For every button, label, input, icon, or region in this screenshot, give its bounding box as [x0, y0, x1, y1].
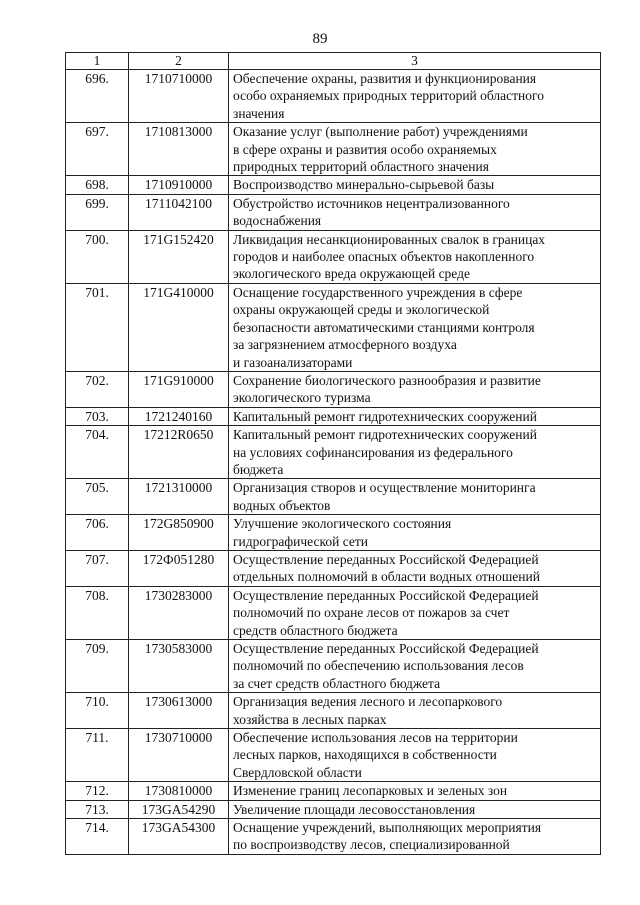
row-name-cell: Увеличение площади лесовосстановления: [229, 800, 601, 818]
row-number-cell: 699.: [66, 194, 129, 230]
row-code-cell: 173GA54300: [129, 819, 229, 855]
row-code-cell: 1721310000: [129, 479, 229, 515]
row-name-cell: Обеспечение использования лесов на территории лесных парков, находящихся в собственности Свердловской области: [229, 729, 601, 782]
row-number-cell: 710.: [66, 693, 129, 729]
table-row: [66, 426, 601, 479]
table-row: [66, 123, 601, 176]
row-code-cell: 172Ф051280: [129, 550, 229, 586]
row-code-cell: 1730710000: [129, 729, 229, 782]
table-row: [66, 70, 601, 123]
table-row: [66, 515, 601, 551]
table-row: [66, 230, 601, 283]
row-code-cell: 171G910000: [129, 371, 229, 407]
row-number-cell: 704.: [66, 426, 129, 479]
row-code-cell: 1710813000: [129, 123, 229, 176]
row-name-cell: Оснащение государственного учреждения в сфере охраны окружающей среды и экологической безопасности автоматическими станциями контроля за загрязнением атмосферного воздуха и газоанализаторами: [229, 283, 601, 371]
row-number-cell: 706.: [66, 515, 129, 551]
table-row: [66, 693, 601, 729]
table-row: [66, 819, 601, 855]
row-code-cell: 1721240160: [129, 407, 229, 425]
column-header-name: 3: [229, 53, 601, 70]
table-row: [66, 479, 601, 515]
row-code-cell: 173GA54290: [129, 800, 229, 818]
row-number-cell: 703.: [66, 407, 129, 425]
row-name-cell: Обустройство источников нецентрализованного водоснабжения: [229, 194, 601, 230]
table-row: [66, 550, 601, 586]
table-row: [66, 371, 601, 407]
row-number-cell: 701.: [66, 283, 129, 371]
row-name-cell: Осуществление переданных Российской Федерацией полномочий по охране лесов от пожаров за счет средств областного бюджета: [229, 586, 601, 639]
row-name-cell: Оказание услуг (выполнение работ) учреждениями в сфере охраны и развития особо охраняемых природных территорий областного значения: [229, 123, 601, 176]
row-number-cell: 705.: [66, 479, 129, 515]
row-code-cell: 171G410000: [129, 283, 229, 371]
row-number-cell: 700.: [66, 230, 129, 283]
row-name-cell: Изменение границ лесопарковых и зеленых зон: [229, 782, 601, 800]
row-number-cell: 709.: [66, 640, 129, 693]
row-code-cell: 172G850900: [129, 515, 229, 551]
table-row: [66, 800, 601, 818]
row-number-cell: 702.: [66, 371, 129, 407]
column-header-code: 2: [129, 53, 229, 70]
row-name-cell: Осуществление переданных Российской Федерацией полномочий по обеспечению использования лесов за счет средств областного бюджета: [229, 640, 601, 693]
row-name-cell: Обеспечение охраны, развития и функционирования особо охраняемых природных территорий областного значения: [229, 70, 601, 123]
row-code-cell: 17212R0650: [129, 426, 229, 479]
budget-classification-table: [65, 52, 601, 855]
row-name-cell: Оснащение учреждений, выполняющих мероприятия по воспроизводству лесов, специализированной: [229, 819, 601, 855]
row-name-cell: Капитальный ремонт гидротехнических сооружений: [229, 407, 601, 425]
row-number-cell: 713.: [66, 800, 129, 818]
row-name-cell: Капитальный ремонт гидротехнических сооружений на условиях софинансирования из федерального бюджета: [229, 426, 601, 479]
row-code-cell: 1730583000: [129, 640, 229, 693]
table-row: [66, 407, 601, 425]
row-name-cell: Осуществление переданных Российской Федерацией отдельных полномочий в области водных отношений: [229, 550, 601, 586]
page-number: 89: [312, 31, 328, 47]
table-row: [66, 176, 601, 194]
row-number-cell: 698.: [66, 176, 129, 194]
table-row: [66, 640, 601, 693]
row-number-cell: 712.: [66, 782, 129, 800]
row-name-cell: Организация ведения лесного и лесопаркового хозяйства в лесных парках: [229, 693, 601, 729]
table-row: [66, 283, 601, 371]
row-code-cell: 1730613000: [129, 693, 229, 729]
row-number-cell: 714.: [66, 819, 129, 855]
row-name-cell: Организация створов и осуществление мониторинга водных объектов: [229, 479, 601, 515]
row-code-cell: 171G152420: [129, 230, 229, 283]
row-number-cell: 697.: [66, 123, 129, 176]
row-name-cell: Ликвидация несанкционированных свалок в границах городов и наиболее опасных объектов накопленного экологического вреда окружающей среде: [229, 230, 601, 283]
row-number-cell: 708.: [66, 586, 129, 639]
row-code-cell: 1730283000: [129, 586, 229, 639]
row-code-cell: 1711042100: [129, 194, 229, 230]
row-name-cell: Воспроизводство минерально-сырьевой базы: [229, 176, 601, 194]
row-name-cell: Сохранение биологического разнообразия и развитие экологического туризма: [229, 371, 601, 407]
table-row: [66, 782, 601, 800]
table-header-row: [66, 53, 601, 70]
table-row: [66, 586, 601, 639]
row-number-cell: 696.: [66, 70, 129, 123]
row-code-cell: 1710710000: [129, 70, 229, 123]
row-code-cell: 1710910000: [129, 176, 229, 194]
row-code-cell: 1730810000: [129, 782, 229, 800]
row-number-cell: 707.: [66, 550, 129, 586]
table-row: [66, 729, 601, 782]
table-row: [66, 194, 601, 230]
row-number-cell: 711.: [66, 729, 129, 782]
column-header-number: 1: [66, 53, 129, 70]
row-name-cell: Улучшение экологического состояния гидрографической сети: [229, 515, 601, 551]
